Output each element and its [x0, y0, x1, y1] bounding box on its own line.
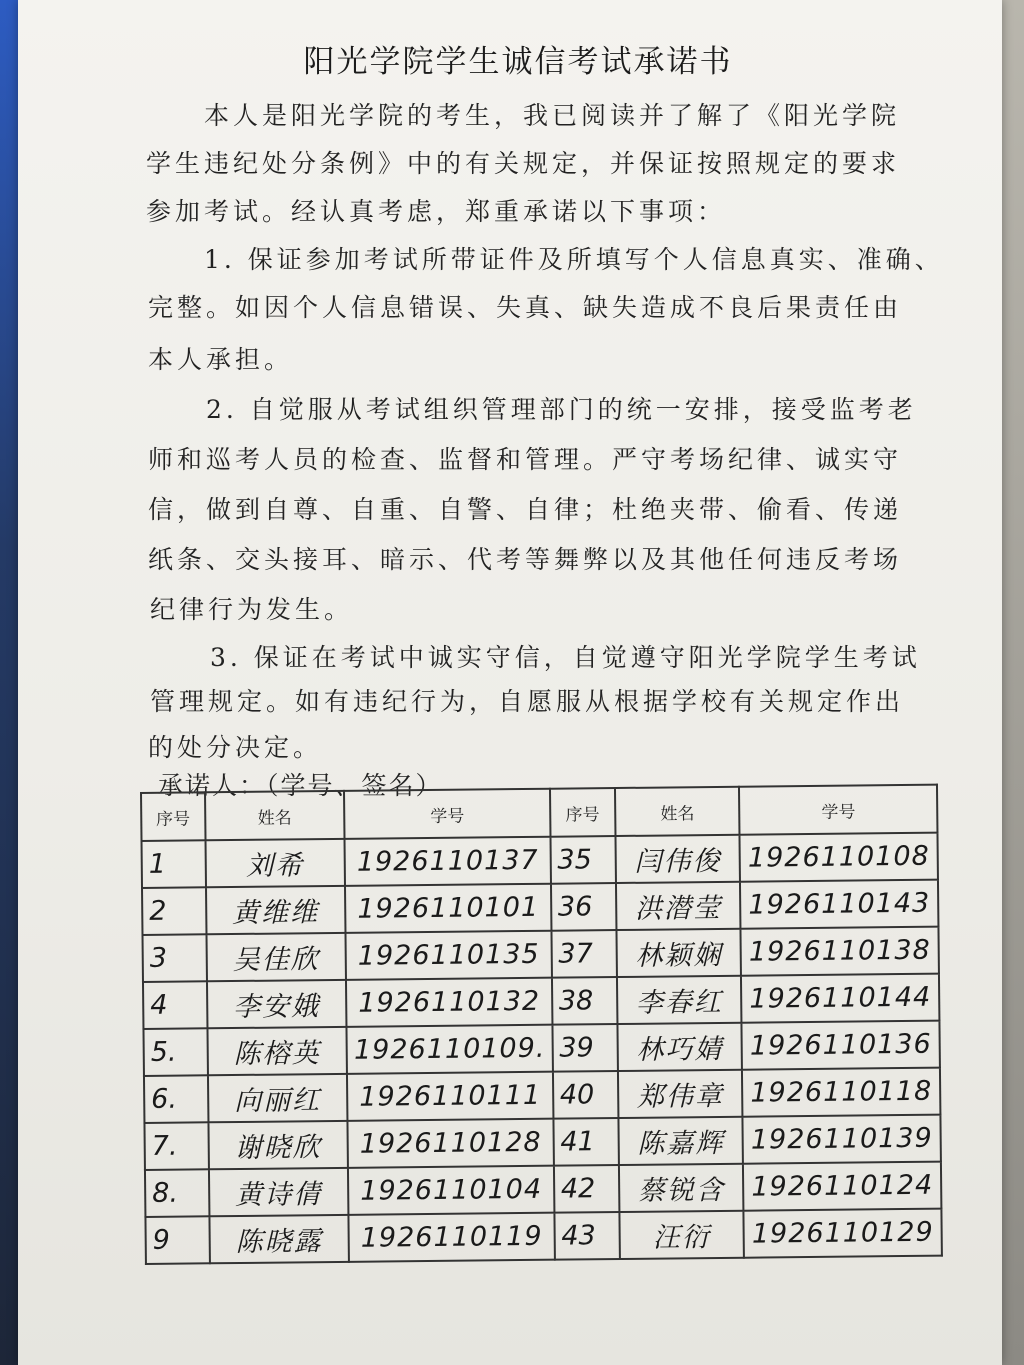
signature-name-cell: 黄维维: [206, 886, 346, 934]
student-id-cell: 1926110111: [347, 1072, 553, 1121]
student-id-cell: 1926110128: [348, 1119, 554, 1168]
student-id-cell: 1926110119: [349, 1213, 555, 1262]
student-id-cell: 1926110135: [346, 931, 552, 980]
intro-line-3: 参加考试。经认真考虑，郑重承诺以下事项：: [146, 197, 727, 226]
student-id-cell: 1926110137: [345, 837, 551, 886]
table-row: [143, 974, 939, 1029]
seq-cell: 3: [142, 934, 206, 982]
item2-line-1: 2. 自觉服从考试组织管理部门的统一安排，接受监考老: [206, 395, 917, 424]
item1-line-3: 本人承担。: [148, 345, 294, 374]
header-seq-left: 序号: [141, 792, 205, 841]
seq-cell: 36: [551, 883, 617, 931]
signature-name-cell: 谢晓欣: [208, 1121, 348, 1169]
seq-cell: 9: [145, 1216, 209, 1264]
table-row: [144, 1115, 940, 1170]
student-id-cell: 1926110138: [741, 927, 939, 976]
signature-name-cell: 陈榕英: [207, 1027, 347, 1075]
item2-line-5: 纪律行为发生。: [150, 595, 354, 624]
student-id-cell: 1926110118: [742, 1068, 940, 1117]
item2-line-4: 纸条、交头接耳、暗示、代考等舞弊以及其他任何违反考场: [148, 545, 903, 574]
seq-cell: 6.: [144, 1075, 208, 1123]
seq-cell: 42: [554, 1165, 620, 1213]
student-id-cell: 1926110129: [744, 1209, 942, 1258]
table-row: [145, 1209, 941, 1264]
signature-name-cell: 洪潜莹: [616, 882, 741, 930]
seq-cell: 37: [551, 930, 617, 978]
seq-cell: 4: [143, 981, 207, 1029]
item3-line-3: 的处分决定。: [148, 733, 323, 762]
table-row: [143, 1021, 939, 1076]
student-id-cell: 1926110143: [740, 880, 938, 929]
seq-cell: 39: [552, 1024, 618, 1072]
signature-name-cell: 闫伟俊: [615, 835, 740, 883]
seq-cell: 35: [550, 836, 616, 884]
signature-name-cell: 黄诗倩: [208, 1168, 348, 1216]
student-id-cell: 1926110136: [742, 1021, 940, 1070]
signature-name-cell: 李春红: [617, 976, 742, 1024]
signature-name-cell: 林颖娴: [616, 929, 741, 977]
signature-name-cell: 陈嘉辉: [618, 1117, 743, 1165]
seq-cell: 1: [142, 840, 206, 888]
signature-name-cell: 吴佳欣: [206, 933, 346, 981]
item3-line-2: 管理规定。如有违纪行为，自愿服从根据学校有关规定作出: [150, 687, 905, 716]
seq-cell: 7.: [144, 1122, 208, 1170]
table-row: [142, 880, 938, 935]
student-id-cell: 1926110132: [346, 978, 552, 1027]
table-row: [142, 927, 938, 982]
item2-line-3: 信，做到自尊、自重、自警、自律；杜绝夹带、偷看、传递: [148, 495, 903, 524]
signature-roster-table: [140, 784, 943, 1265]
header-seq-right: 序号: [550, 788, 616, 837]
header-name-left: 姓名: [205, 791, 345, 840]
seq-cell: 38: [552, 977, 618, 1025]
item1-line-2: 完整。如因个人信息错误、失真、缺失造成不良后果责任由: [148, 293, 903, 322]
seq-cell: 40: [553, 1071, 619, 1119]
student-id-cell: 1926110109.: [347, 1025, 553, 1074]
signature-name-cell: 陈晓露: [209, 1215, 349, 1263]
header-id-right: 学号: [739, 785, 937, 835]
intro-line-1: 本人是阳光学院的考生，我已阅读并了解了《阳光学院: [204, 101, 901, 130]
signature-caption: 承诺人：（学号、签名）: [158, 771, 443, 800]
item1-line-1: 1. 保证参加考试所带证件及所填写个人信息真实、准确、: [204, 245, 944, 274]
signature-name-cell: 林巧婧: [617, 1023, 742, 1071]
intro-line-2: 学生违纪处分条例》中的有关规定，并保证按照规定的要求: [146, 149, 901, 178]
student-id-cell: 1926110108: [740, 833, 938, 882]
table-row: [142, 833, 938, 888]
signature-name-cell: 刘希: [205, 839, 345, 887]
student-id-cell: 1926110124: [743, 1162, 941, 1211]
background-right-edge: [1002, 0, 1024, 1365]
student-id-cell: 1926110139: [743, 1115, 941, 1164]
document-title: 阳光学院学生诚信考试承诺书: [303, 44, 733, 80]
header-name-right: 姓名: [615, 787, 740, 836]
signature-name-cell: 汪衍: [619, 1211, 744, 1259]
table-row: [144, 1068, 940, 1123]
seq-cell: 41: [553, 1118, 619, 1166]
signature-name-cell: 向丽红: [207, 1074, 347, 1122]
signature-name-cell: 蔡锐含: [619, 1164, 744, 1212]
item2-line-2: 师和巡考人员的检查、监督和管理。严守考场纪律、诚实守: [148, 445, 903, 474]
table-header-row: [141, 785, 937, 841]
seq-cell: 8.: [145, 1169, 209, 1217]
header-id-left: 学号: [344, 789, 550, 839]
paper-sheet: [18, 0, 1002, 1365]
item3-line-1: 3. 保证在考试中诚实守信，自觉遵守阳光学院学生考试: [210, 643, 921, 672]
seq-cell: 43: [554, 1212, 620, 1260]
student-id-cell: 1926110144: [741, 974, 939, 1023]
signature-name-cell: 郑伟章: [618, 1070, 743, 1118]
signature-name-cell: 李安娥: [207, 980, 347, 1028]
seq-cell: 2: [142, 887, 206, 935]
seq-cell: 5.: [143, 1028, 207, 1076]
student-id-cell: 1926110101: [345, 884, 551, 933]
student-id-cell: 1926110104: [348, 1166, 554, 1215]
table-row: [145, 1162, 941, 1217]
